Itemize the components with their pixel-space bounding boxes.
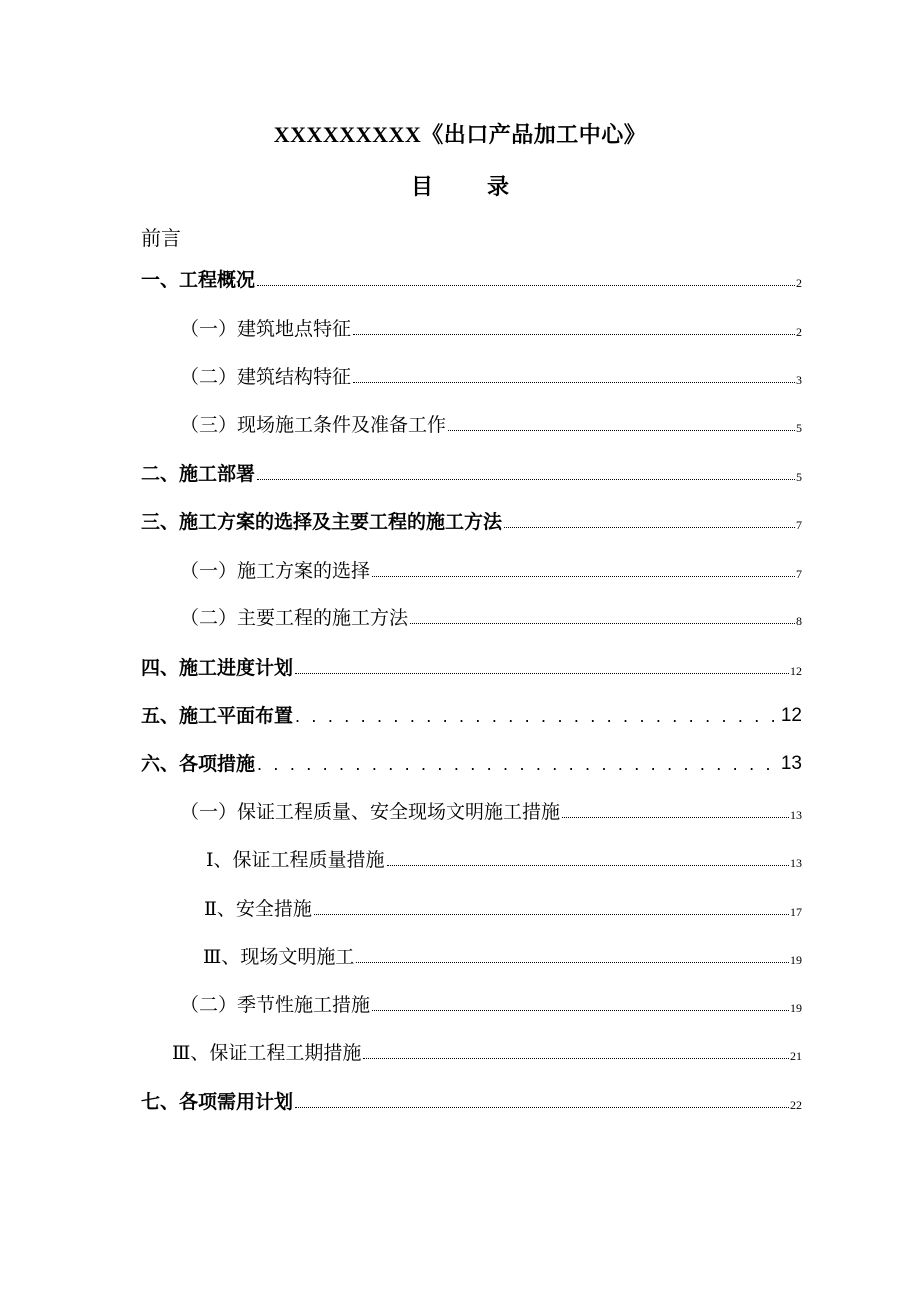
toc-entry-label: Ⅱ、安全措施	[204, 898, 312, 920]
toc-leader-dots	[410, 623, 795, 624]
toc-entry-label: （三）现场施工条件及准备工作	[180, 414, 447, 436]
toc-entry-page: 12	[790, 664, 802, 678]
toc-leader-dots	[562, 817, 789, 818]
toc-leader-dots	[353, 382, 795, 383]
toc-entry-page: 5	[796, 421, 802, 435]
toc-leader-dots	[295, 1107, 789, 1108]
toc-entry-label: 一、工程概况	[141, 269, 256, 291]
toc-entry-label: Ⅰ、保证工程质量措施	[206, 849, 385, 871]
toc-entry-label: 三、施工方案的选择及主要工程的施工方法	[141, 511, 503, 533]
toc-entry[interactable]	[180, 361, 802, 389]
toc-entry-label: （一）建筑地点特征	[180, 318, 352, 340]
toc-entry[interactable]	[206, 844, 802, 872]
toc-entry-page: 7	[796, 518, 802, 532]
toc-entry[interactable]	[180, 796, 802, 824]
toc-entry-label: 五、施工平面布置	[141, 705, 294, 727]
toc-heading-char-1: 目	[410, 175, 433, 200]
toc-leader-dots	[295, 673, 789, 674]
toc-entry-page: 12	[780, 705, 802, 726]
toc-entry[interactable]	[204, 893, 802, 921]
toc-entry-label: 四、施工进度计划	[141, 657, 294, 679]
toc-heading	[0, 170, 920, 201]
toc-leader-dots	[353, 334, 795, 335]
toc-leader-dots	[363, 1058, 789, 1059]
toc-entry-page: 13	[780, 753, 802, 774]
toc-entry-label: 六、各项措施	[141, 753, 256, 775]
toc-leader-dots	[257, 752, 780, 776]
toc-entry[interactable]	[172, 1037, 802, 1065]
toc-entry[interactable]	[180, 409, 802, 437]
toc-heading-char-2: 录	[487, 175, 510, 200]
toc-entry-label: Ⅲ、保证工程工期措施	[172, 1042, 362, 1064]
toc-entry-page: 2	[796, 325, 802, 339]
toc-entry-page: 7	[796, 567, 802, 581]
toc-entry-page: 21	[790, 1049, 802, 1063]
toc-entry[interactable]	[180, 602, 802, 630]
toc-entry[interactable]	[141, 506, 802, 534]
toc-entry[interactable]	[180, 989, 802, 1017]
toc-entry-page: 19	[790, 953, 802, 967]
toc-leader-dots	[295, 704, 780, 728]
toc-entry-page: 13	[790, 808, 802, 822]
toc-leader-dots	[448, 430, 795, 431]
toc-entry-label: 七、各项需用计划	[141, 1091, 294, 1113]
toc-leader-dots	[372, 576, 795, 577]
toc-entry[interactable]	[141, 748, 802, 776]
toc-entry[interactable]	[203, 941, 802, 969]
toc-entry-label: （二）季节性施工措施	[180, 994, 371, 1016]
document-title: XXXXXXXXX《出口产品加工中心》	[273, 122, 647, 147]
toc-entry-page: 19	[790, 1001, 802, 1015]
toc-entry-label: （二）主要工程的施工方法	[180, 607, 409, 629]
toc-leader-dots	[314, 914, 789, 915]
toc-entry-page: 3	[796, 373, 802, 387]
toc-leader-dots	[387, 865, 789, 866]
toc-entry-label: （二）建筑结构特征	[180, 366, 352, 388]
toc-entry[interactable]	[141, 1086, 802, 1114]
toc-entry[interactable]	[180, 313, 802, 341]
toc-entry-page: 17	[790, 905, 802, 919]
toc-entry[interactable]	[141, 700, 802, 728]
toc-entry[interactable]	[180, 555, 802, 583]
toc-preface[interactable]: 前言	[141, 226, 181, 250]
toc-leader-dots	[257, 479, 795, 480]
toc-entry[interactable]	[141, 264, 802, 292]
toc-entry-page: 22	[790, 1098, 802, 1112]
toc-entry-page: 2	[796, 276, 802, 290]
toc-entry[interactable]	[141, 652, 802, 680]
toc-entry-page: 5	[796, 470, 802, 484]
toc-leader-dots	[257, 285, 795, 286]
toc-entry-page: 13	[790, 856, 802, 870]
toc-entry-label: Ⅲ、现场文明施工	[203, 946, 355, 968]
toc-leader-dots	[356, 962, 789, 963]
toc-entry-label: （一）施工方案的选择	[180, 560, 371, 582]
toc-entry-page: 8	[796, 614, 802, 628]
toc-leader-dots	[372, 1010, 789, 1011]
toc-entry-label: 二、施工部署	[141, 463, 256, 485]
toc-entry[interactable]	[141, 458, 802, 486]
toc-entry-label: （一）保证工程质量、安全现场文明施工措施	[180, 801, 561, 823]
toc-leader-dots	[504, 527, 795, 528]
